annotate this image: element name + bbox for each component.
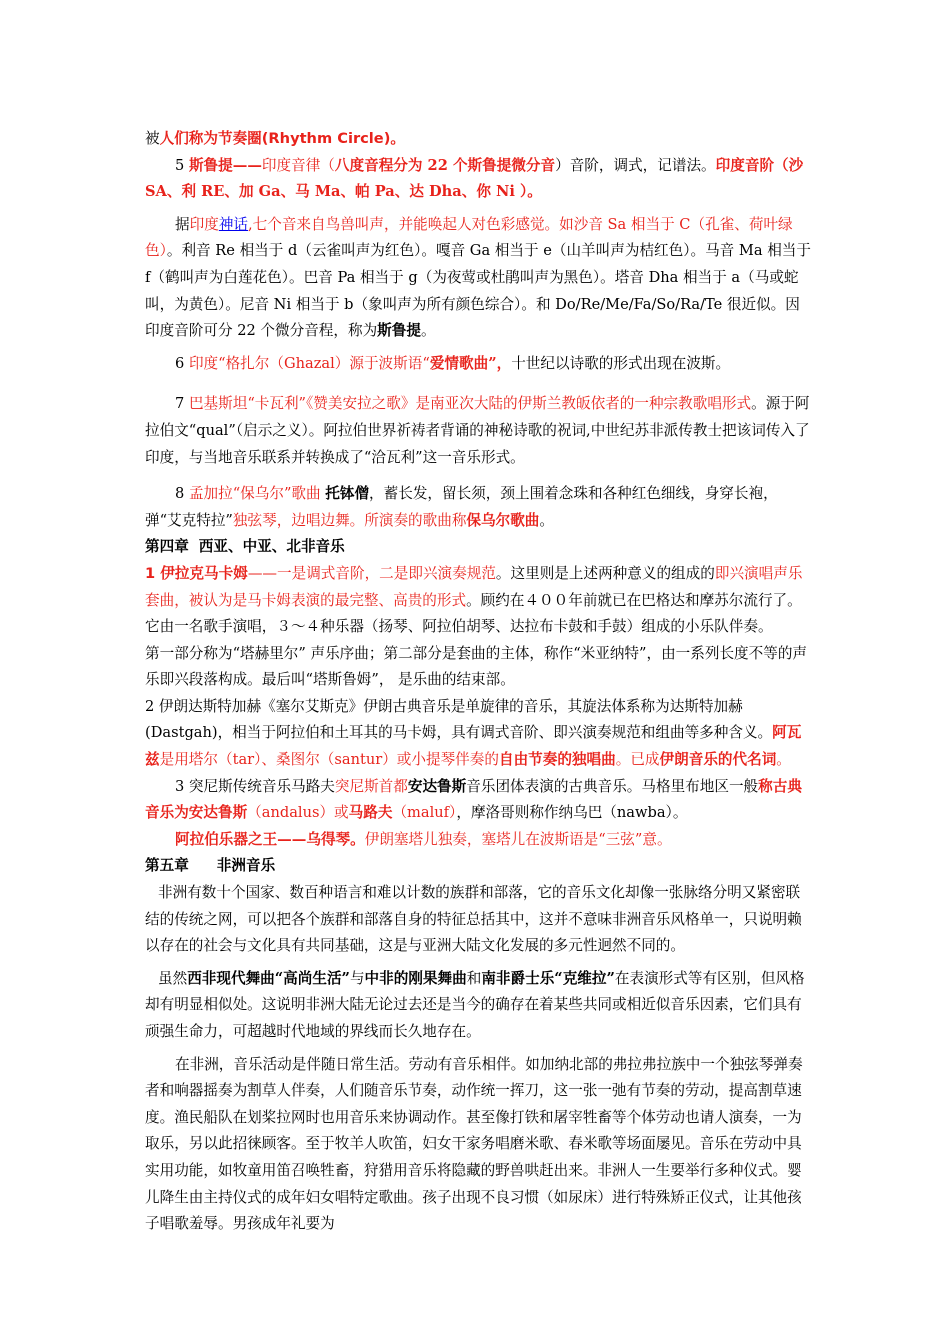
highlight-text: 伊朗音乐的代名词: [659, 751, 777, 769]
highlight-text: （maluf）: [392, 804, 457, 822]
highlight-text: 。已成: [615, 751, 660, 769]
text: 音乐团体表演的古典音乐。马格里布地区一般: [466, 777, 759, 795]
paragraph-oud: [145, 827, 812, 854]
chapter-title: 非洲音乐: [216, 857, 276, 875]
highlight-text: 印度: [189, 215, 219, 233]
paragraph-maqam-parts: 第一部分称为“塔赫里尔” 声乐序曲；第二部分是套曲的主体，称作“米亚纳特”，由一系列长度不等的声乐即兴段落构成。最后叫“塔斯鲁姆”， 是乐曲的结束部。: [145, 644, 808, 689]
highlight-text: 自由节奏的独唱曲: [498, 751, 616, 769]
text: 和: [466, 969, 482, 987]
term: 托钵僧: [325, 485, 370, 503]
text: 。利音 Re 相当于 d（云雀叫声为红色）。嘎音 Ga 相当于 e（山羊叫声为桔红色）。马音 Ma 相当于 f（鹤叫声为白莲花色）。巴音 Pa 相当于 g（为夜莺或杜鹃叫声为黑色）。塔音 Dha 相当于 a（马或蛇叫，为黄色）。尼音 Ni 相当于 b（象叫声为所有颜色综合）。和 Do/Re/Me/Fa/So/Ra/Te 很近似。因印度音阶可分 22 个微分音程，称为: [145, 242, 811, 340]
highlight-text: 即兴演唱声乐套曲，被认为是马卡姆表演的最完整、高贵的形式: [145, 564, 803, 609]
text: 据: [175, 215, 190, 233]
paragraph-myth-colors: [145, 212, 812, 345]
paragraph-maluf: [145, 774, 812, 827]
chapter-title: 西亚、中亚、北非音乐: [198, 538, 345, 556]
paragraph-africa-intro: 非洲有数十个国家、数百种语言和难以计数的族群和部落，它的音乐文化却像一张脉络分明又紧密联结的传统之网，可以把各个族群和部落自身的特征总括其中，这并不意味非洲音乐风格单一，只说明赖以存在的社会与文化具有共同基础，这是与亚洲大陆文化发展的多元性迥然不同的。: [145, 884, 802, 955]
highlight-text: 伊朗塞塔儿独奏，塞塔儿在波斯语是“三弦”意。: [364, 830, 672, 848]
highlight-text: 巴基斯坦“卡瓦利”《赞美安拉之歌》是南亚次大陆的伊斯兰教皈依者的一种宗教歌唱形式: [188, 395, 752, 413]
item-number: 5: [175, 156, 189, 174]
text: 。这里则是上述两种意义的组成的: [495, 564, 715, 582]
text: 。源于阿拉伯文“qual”（启示之义）。阿拉伯世界祈祷者背诵的神秘诗歌的祝词,中世纪苏非派传教士把该词传入了印度，与当地音乐联系并转换成了“洽瓦利”这一音乐形式。: [145, 395, 810, 466]
term-shruti: 斯鲁提——: [188, 156, 262, 174]
paragraph-music-life: 在非洲，音乐活动是伴随日常生活。劳动有音乐相伴。如加纳北部的弗拉弗拉族中一个独弦琴弹奏者和响器摇奏为割草人伴奏，人们随音乐节奏，动作统一挥刀，这一张一弛有节奏的劳动，提高割草速度。渔民船队在划桨拉网时也用音乐来协调动作。甚至像打铁和屠宰牲畜等个体劳动也请人演奏，一为取乐，另以此招徕顾客。至于牧羊人吹笛，妇女干家务唱磨米歌、春米歌等场面屡见。音乐在劳动中具实用功能，如牧童用笛召唤牲畜，狩猎用音乐将隐藏的野兽哄赶出来。非洲人一生要举行多种仪式。婴儿降生由主持仪式的成年妇女唱特定歌曲。孩子出现不良习惯（如尿床）进行特殊矫正仪式，让其他孩子唱歌羞辱。男孩成年礼要为: [145, 1055, 803, 1233]
paragraph-baul: [145, 481, 812, 534]
highlight-text: （andalus）或: [247, 804, 349, 822]
text: 。: [539, 511, 555, 529]
text: 被: [145, 130, 160, 147]
paragraph-qawwali: [145, 391, 812, 471]
text: 与: [349, 969, 365, 987]
text: 2 伊朗达斯特加赫《塞尔艾斯克》伊朗古典音乐是单旋律的音乐，其旋法体系称为达斯特加赫(Dastgah)，相当于阿拉伯和土耳其的马卡姆，具有调式音阶、即兴演奏规范和组曲等多种含义。: [145, 697, 773, 742]
item-number: 8: [175, 485, 189, 503]
paragraph-ghazal: [145, 351, 812, 378]
text: 。顾约在４００年前就已在巴格达和摩苏尔流行了。它由一名歌手演唱，３～４种乐器（扬琴、阿拉伯胡琴、达拉布卡鼓和手鼓）组成的小乐队伴奏。: [145, 591, 802, 636]
highlight-text: 是用塔尔（tar）、桑图尔（santur）或小提琴伴奏的: [159, 751, 499, 769]
highlight-text: 人们称为节奏圈(Rhythm Circle)。: [159, 130, 405, 147]
highlight-text: 阿拉伯乐器之王——乌得琴。: [175, 830, 365, 848]
chapter-5-heading: [145, 853, 812, 880]
text: 。: [420, 322, 436, 340]
chapter-number: 第四章: [145, 538, 189, 556]
highlight-text: ——一是调式音阶，二是即兴演奏规范: [247, 564, 496, 582]
term-shruti: 斯鲁提: [377, 322, 421, 340]
item-number: 6: [175, 354, 189, 372]
highlight-text: ,七个音来自鸟兽叫声，并能唤起人对色彩感觉。如沙音 Sa 相当于 C（孔雀、荷叶绿色）: [145, 215, 793, 260]
highlight-text: 独弦琴，边唱边舞。所演奏的歌曲称: [232, 511, 467, 529]
highlight-text: 印度“格扎尔（Ghazal）源于波斯语“: [188, 354, 430, 372]
highlight-text: 保乌尔歌曲: [466, 511, 540, 529]
text: ）音阶，调式，记谱法。: [555, 156, 716, 174]
term: 安达鲁斯: [407, 777, 467, 795]
term: 西非现代舞曲“高尚生活”: [187, 969, 350, 987]
paragraph-shruti: [145, 153, 812, 206]
highlight-text: 孟加拉“保乌尔”歌曲: [188, 485, 326, 503]
highlight-text: 印度音律（: [261, 156, 335, 174]
chapter-number: 第五章: [145, 857, 189, 875]
text: ，蓄长发，留长须，颈上围着念珠和各种红色细线，身穿长袍，弹“艾克特拉”: [145, 485, 778, 529]
highlight-text: 印度音阶（沙 SA、利 RE、加 Ga、马 Ma、帕 Pa、达 Dha、你 Ni ）。: [145, 156, 804, 201]
highlight-text: 八度音程分为 22 个斯鲁提微分音: [334, 156, 556, 174]
term-avaz: 阿瓦兹: [145, 724, 802, 769]
text: 3 突尼斯传统音乐马路夫: [175, 777, 335, 795]
highlight-text: 。: [776, 751, 791, 769]
highlight-text: 马路夫: [348, 804, 393, 822]
myth-link[interactable]: 神话: [218, 215, 249, 233]
term: 南非爵士乐“克维拉”: [481, 969, 615, 987]
text: 在表演形式等有区别，但风格却有明显相似处。这说明非洲大陆无论过去还是当今的确存在着某些共同或相近似音乐因素，它们具有顽强生命力，可超越时代地域的界线而长久地存在。: [145, 969, 805, 1040]
term: 中非的刚果舞曲: [364, 969, 467, 987]
highlight-text: 突尼斯首都: [334, 777, 408, 795]
chapter-4-heading: [145, 534, 812, 561]
paragraph-dance-styles: [145, 966, 812, 1046]
highlight-text: 爱情歌曲”，: [429, 354, 512, 372]
paragraph-rhythm-circle: [145, 126, 812, 153]
term-maqam: 1 伊拉克马卡姆: [145, 564, 248, 582]
text: 虽然: [158, 969, 188, 987]
highlight-text: 称古典音乐为安达鲁斯: [145, 777, 802, 822]
text: 十世纪以诗歌的形式出现在波斯。: [511, 354, 731, 372]
text: ，摩洛哥则称作纳乌巴（nawba）。: [456, 804, 688, 822]
paragraph-dastgah: [145, 694, 812, 774]
paragraph-maqam: [145, 561, 812, 641]
item-number: 7: [175, 395, 189, 413]
